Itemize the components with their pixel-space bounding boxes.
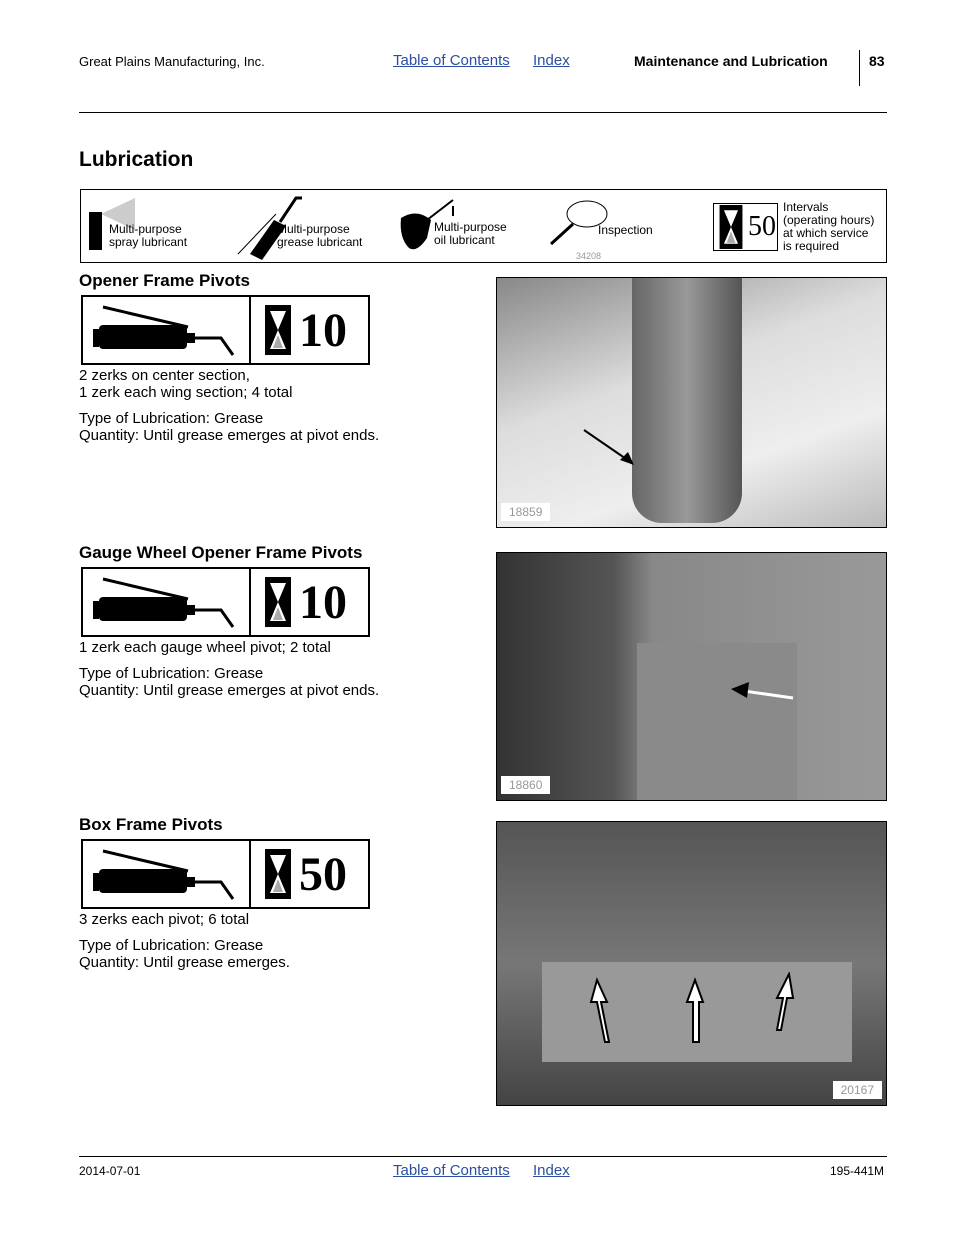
opener-frame-photo <box>496 277 887 528</box>
hourglass-icon <box>265 849 291 899</box>
interval-icon: 50 <box>713 203 778 251</box>
box-frame-photo <box>496 821 887 1106</box>
section-heading: Box Frame Pivots <box>79 815 223 834</box>
index-link[interactable]: Index <box>533 52 570 69</box>
header-divider <box>859 50 860 86</box>
interval-hours: 10 <box>299 303 347 357</box>
figure-number: 34208 <box>576 251 602 261</box>
section-title: Maintenance and Lubrication <box>634 53 828 69</box>
lube-spec-box <box>81 839 370 909</box>
section-heading: Opener Frame Pivots <box>79 271 251 290</box>
company-name: Great Plains Manufacturing, Inc. <box>79 54 265 69</box>
arrow-indicators <box>587 972 807 1047</box>
section-text: 3 zerks each pivot; 6 total Type of Lubrication: Grease Quantity: Until grease emerges. <box>79 911 290 971</box>
legend-oil: Multi-purpose oil lubricant <box>434 220 507 247</box>
hourglass-icon <box>718 205 744 249</box>
footer-index-link[interactable]: Index <box>533 1162 570 1179</box>
section-text: 2 zerks on center section, 1 zerk each wing section; 4 total Type of Lubrication: Grease Quantity: Until grease emerges at pivot ends. <box>79 367 380 444</box>
photo-id: 18860 <box>501 776 550 794</box>
page-title: Lubrication <box>79 148 194 171</box>
arrow-indicator <box>582 428 642 468</box>
lube-spec-box <box>81 295 370 365</box>
hourglass-icon <box>265 305 291 355</box>
document-number: 195-441M <box>830 1164 885 1178</box>
interval-hours: 50 <box>299 847 347 901</box>
grease-gun-icon <box>83 841 243 907</box>
footer-date: 2014-07-01 <box>79 1164 141 1178</box>
lubrication-legend <box>80 189 887 263</box>
header-rule <box>79 112 887 113</box>
section-text: 1 zerk each gauge wheel pivot; 2 total Type of Lubrication: Grease Quantity: Until grease emerges at pivot ends. <box>79 639 380 699</box>
legend-intervals: Intervals (operating hours) at which service is required <box>783 200 875 253</box>
table-of-contents-link[interactable]: Table of Contents <box>393 52 510 69</box>
photo-id: 18859 <box>501 503 550 521</box>
legend-grease: Multi-purpose grease lubricant <box>277 222 363 249</box>
lube-spec-box <box>81 567 370 637</box>
footer-rule <box>79 1156 887 1157</box>
section-heading: Gauge Wheel Opener Frame Pivots <box>79 543 363 562</box>
footer-table-of-contents-link[interactable]: Table of Contents <box>393 1162 510 1179</box>
gauge-wheel-photo <box>496 552 887 801</box>
interval-hours: 10 <box>299 575 347 629</box>
arrow-indicator <box>727 678 797 708</box>
grease-gun-icon <box>83 297 243 363</box>
legend-inspection: Inspection <box>598 223 653 237</box>
photo-id: 20167 <box>833 1081 882 1099</box>
legend-spray: Multi-purpose spray lubricant <box>109 222 188 249</box>
grease-gun-icon <box>83 569 243 635</box>
hourglass-icon <box>265 577 291 627</box>
page-number: 83 <box>869 53 885 69</box>
